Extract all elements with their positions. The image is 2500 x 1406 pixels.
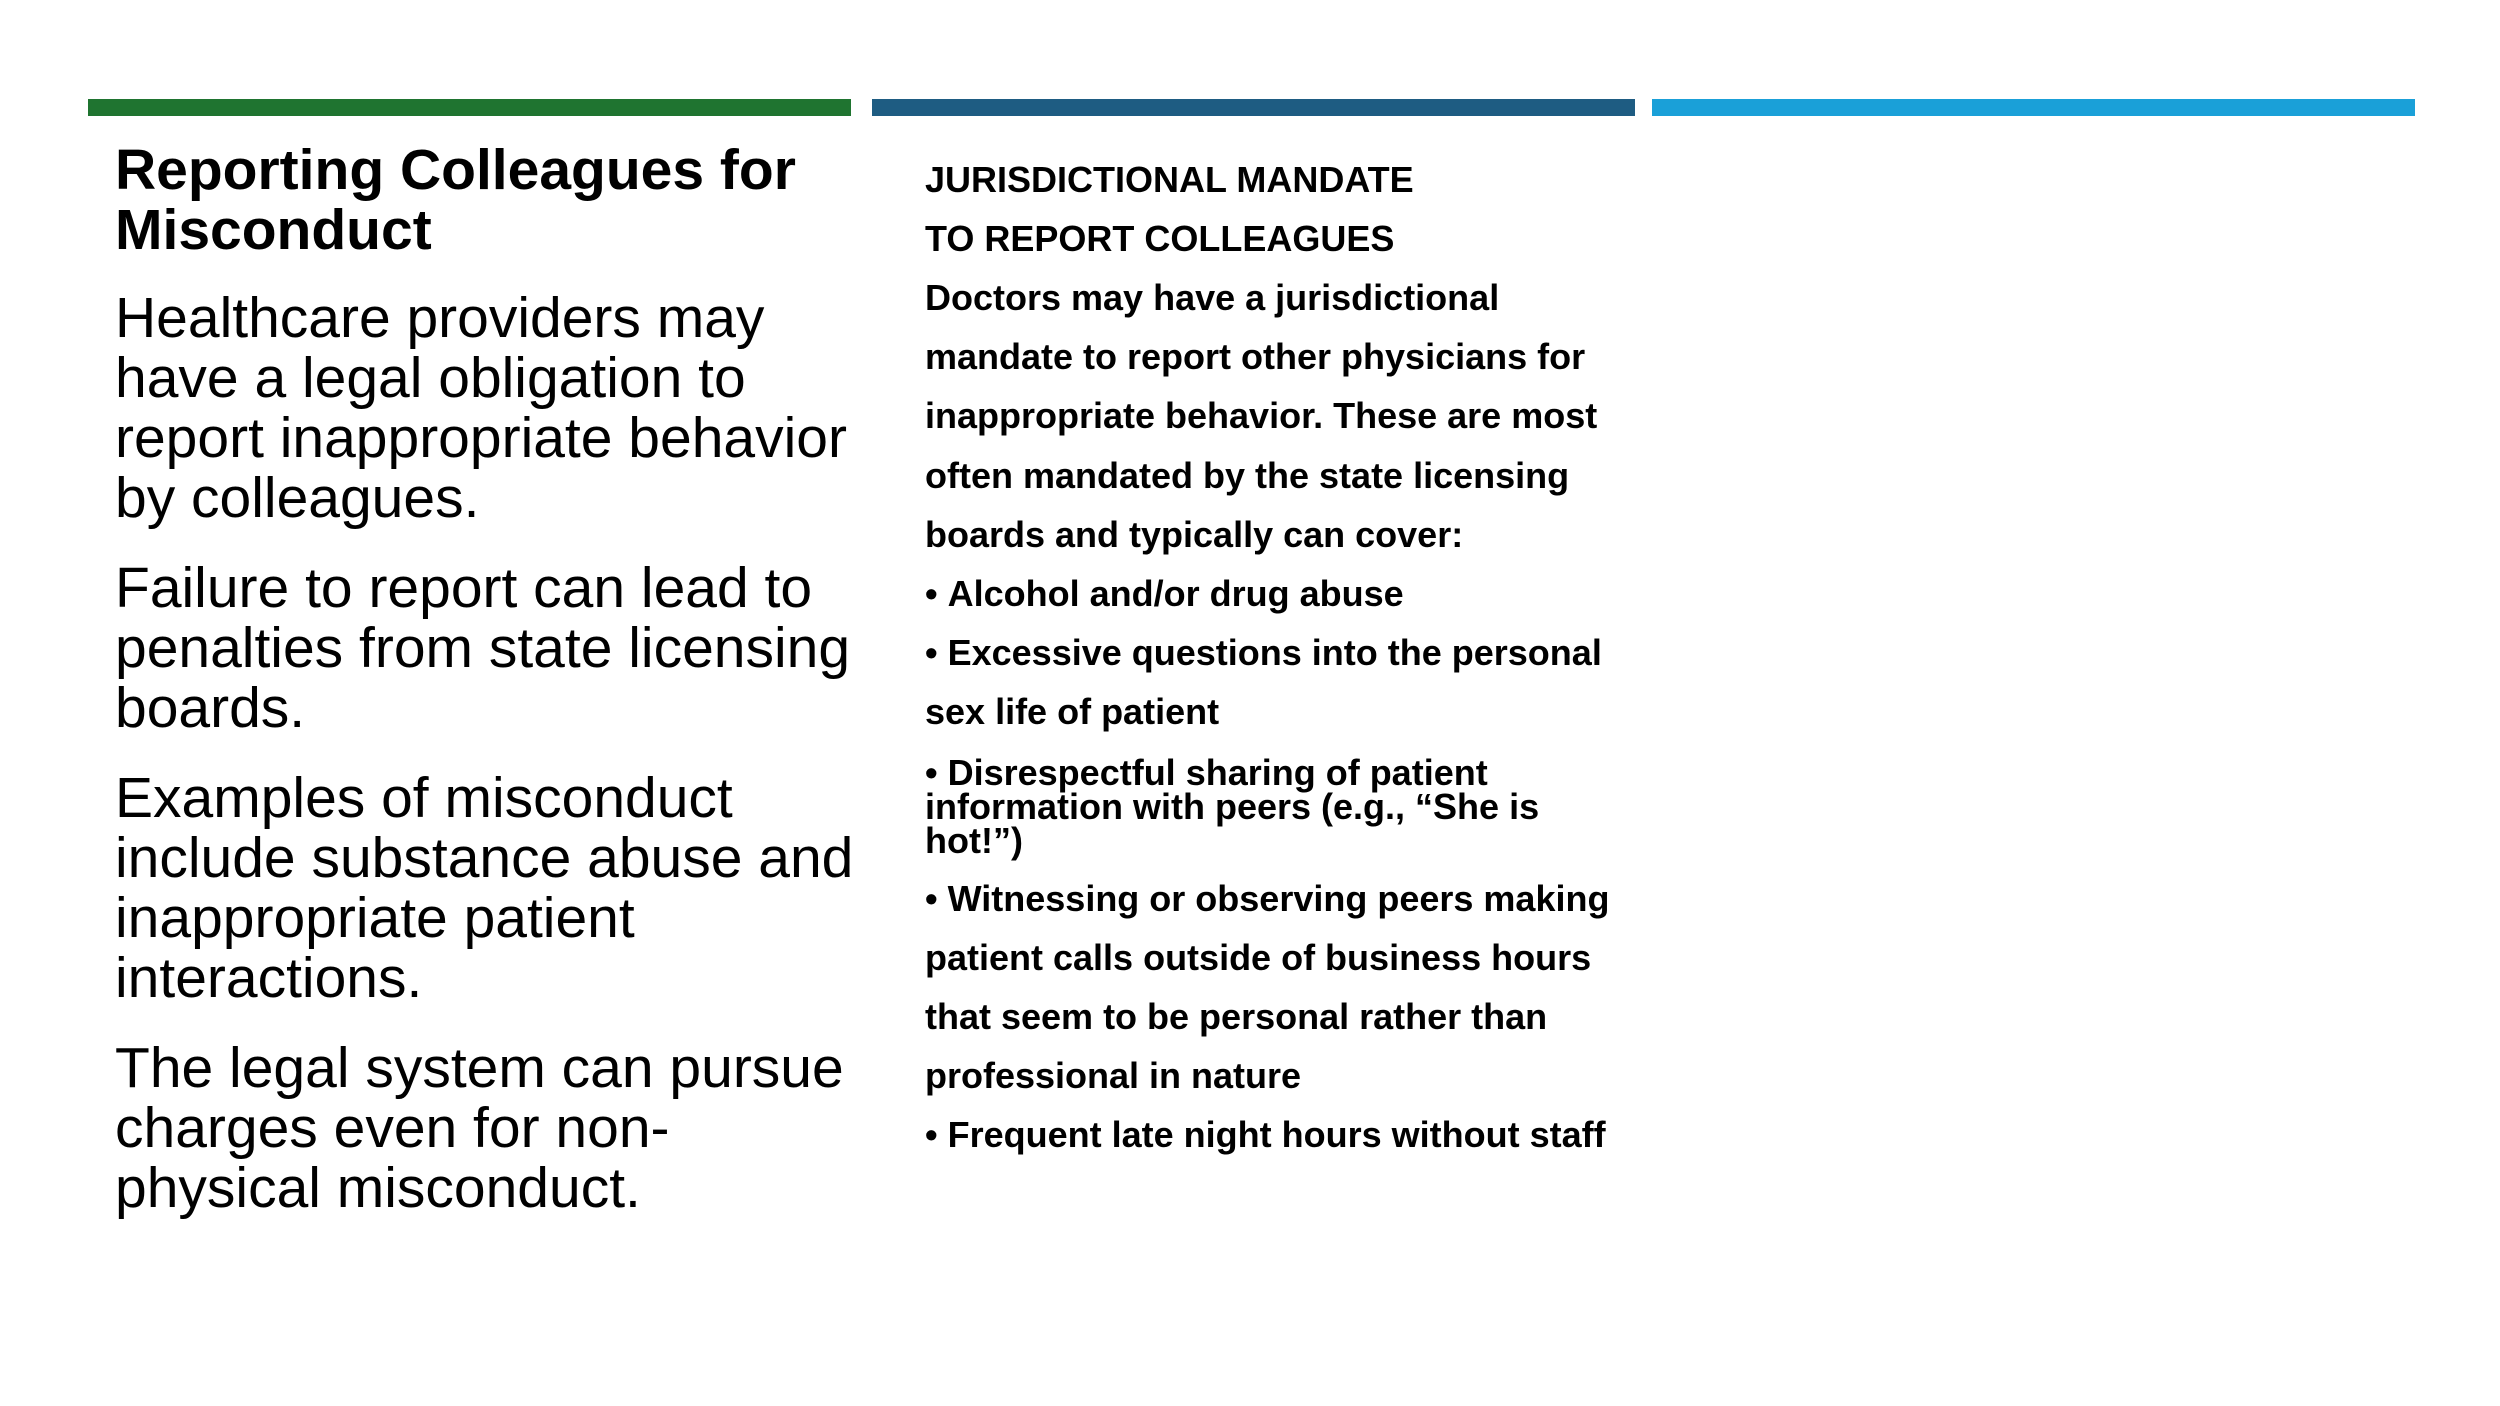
list-item-text: Disrespectful sharing of patient information with peers (e.g., “She is hot!”) <box>925 751 1540 861</box>
misconduct-list <box>925 564 1645 1165</box>
section-heading-line-1: JURISDICTIONAL MANDATE <box>925 159 1414 200</box>
list-item-text: Frequent late night hours without staff <box>947 1114 1606 1156</box>
left-paragraph-3: Examples of misconduct include substance abuse and inappropriate patient interactions. <box>115 766 854 1010</box>
accent-bar-navy <box>872 99 1635 116</box>
list-item <box>925 869 1645 1106</box>
left-paragraph-4: The legal system can pursue charges even for non-physical misconduct. <box>115 1036 844 1220</box>
list-item <box>925 564 1645 623</box>
right-column <box>925 150 1645 1165</box>
list-item <box>925 623 1645 741</box>
slide-title: Reporting Colleagues for Misconduct <box>115 138 796 262</box>
left-paragraph-2: Failure to report can lead to penalties from state licensing boards. <box>115 556 851 740</box>
bullet-icon: • <box>925 877 938 919</box>
accent-bar-green <box>88 99 851 116</box>
left-paragraph-1: Healthcare providers may have a legal obligation to report inappropriate behavior by colleagues. <box>115 286 847 530</box>
list-item <box>925 742 1645 869</box>
accent-bar-blue <box>1652 99 2415 116</box>
left-column <box>115 140 855 1218</box>
list-item-text: Witnessing or observing peers making patient calls outside of business hours that seem to be personal rather than professional in nature <box>925 877 1610 1097</box>
bullet-icon: • <box>925 751 938 793</box>
bullet-icon: • <box>925 573 938 615</box>
list-item-text: Excessive questions into the personal sex life of patient <box>925 632 1602 733</box>
list-item-text: Alcohol and/or drug abuse <box>947 573 1404 615</box>
intro-paragraph: Doctors may have a jurisdictional mandate to report other physicians for inappropriate behavior. These are most often mandated by the state licensing boards and typically can cover: <box>925 277 1598 555</box>
bullet-icon: • <box>925 632 938 674</box>
list-item <box>925 1105 1645 1164</box>
bullet-icon: • <box>925 1114 938 1156</box>
section-heading-line-2: TO REPORT COLLEAGUES <box>925 218 1395 259</box>
